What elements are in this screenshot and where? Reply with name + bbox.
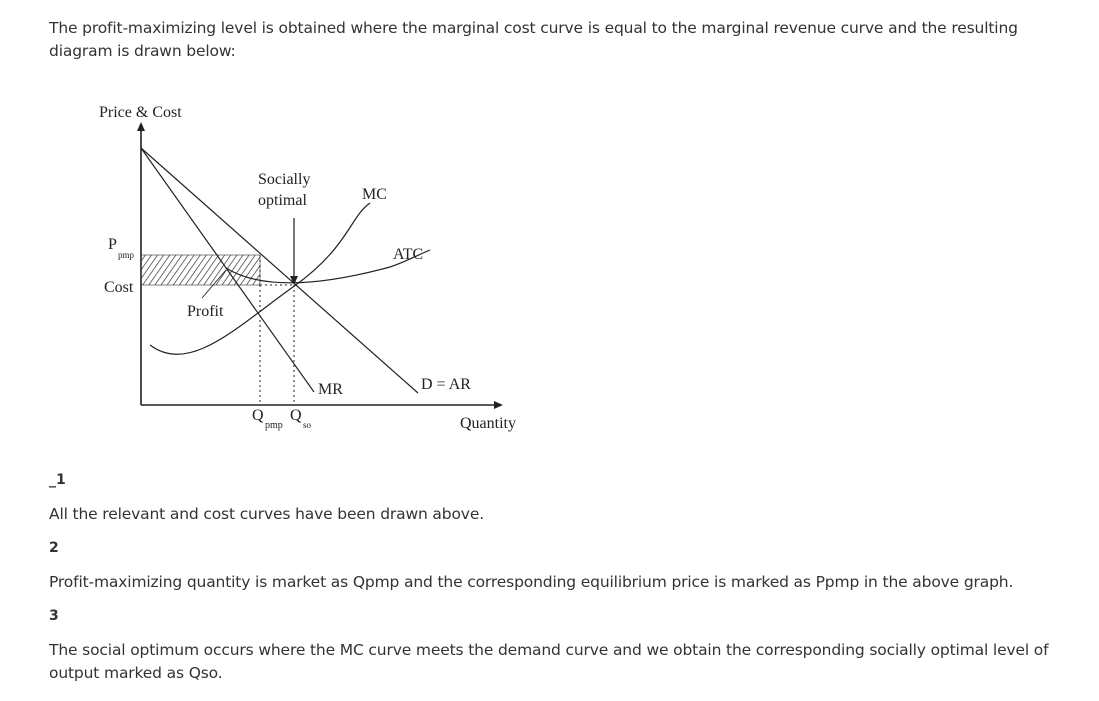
q-so-label: Q — [290, 407, 302, 424]
y-axis-arrow — [137, 122, 145, 131]
profit-label: Profit — [187, 303, 224, 320]
atc-label: ATC — [393, 246, 424, 263]
socially-optimal-label-1: Socially — [258, 171, 311, 188]
cost-label: Cost — [104, 279, 134, 296]
x-axis-arrow — [494, 401, 503, 409]
p-pmp-subscript: pmp — [118, 250, 135, 260]
profit-maximization-diagram — [92, 96, 532, 441]
step-1-text: All the relevant and cost curves have been drawn above. — [49, 505, 484, 523]
x-axis-label: Quantity — [460, 415, 516, 432]
mc-label: MC — [362, 186, 387, 203]
step-3-text: The social optimum occurs where the MC curve meets the demand curve and we obtain the corresponding socially optimal level of output marked as Qso. — [49, 641, 1049, 682]
profit-area — [141, 255, 260, 285]
q-pmp-subscript: pmp — [265, 420, 283, 431]
mr-label: MR — [318, 381, 343, 398]
intro-paragraph: The profit-maximizing level is obtained where the marginal cost curve is equal to the marginal revenue curve and the resulting diagram is drawn below: — [49, 19, 1018, 60]
step-1-number: _1 — [49, 472, 66, 488]
q-pmp-label: Q — [252, 407, 264, 424]
socially-optimal-label-2: optimal — [258, 192, 307, 209]
q-so-subscript: so — [303, 420, 312, 430]
p-pmp-label: P — [108, 236, 117, 253]
demand-label: D = AR — [421, 376, 471, 393]
step-2-text: Profit-maximizing quantity is market as Qpmp and the corresponding equilibrium price is marked as Ppmp in the above graph. — [49, 573, 1014, 591]
step-3-number: 3 — [49, 608, 59, 624]
y-axis-label: Price & Cost — [99, 104, 182, 121]
step-2-number: 2 — [49, 540, 59, 556]
